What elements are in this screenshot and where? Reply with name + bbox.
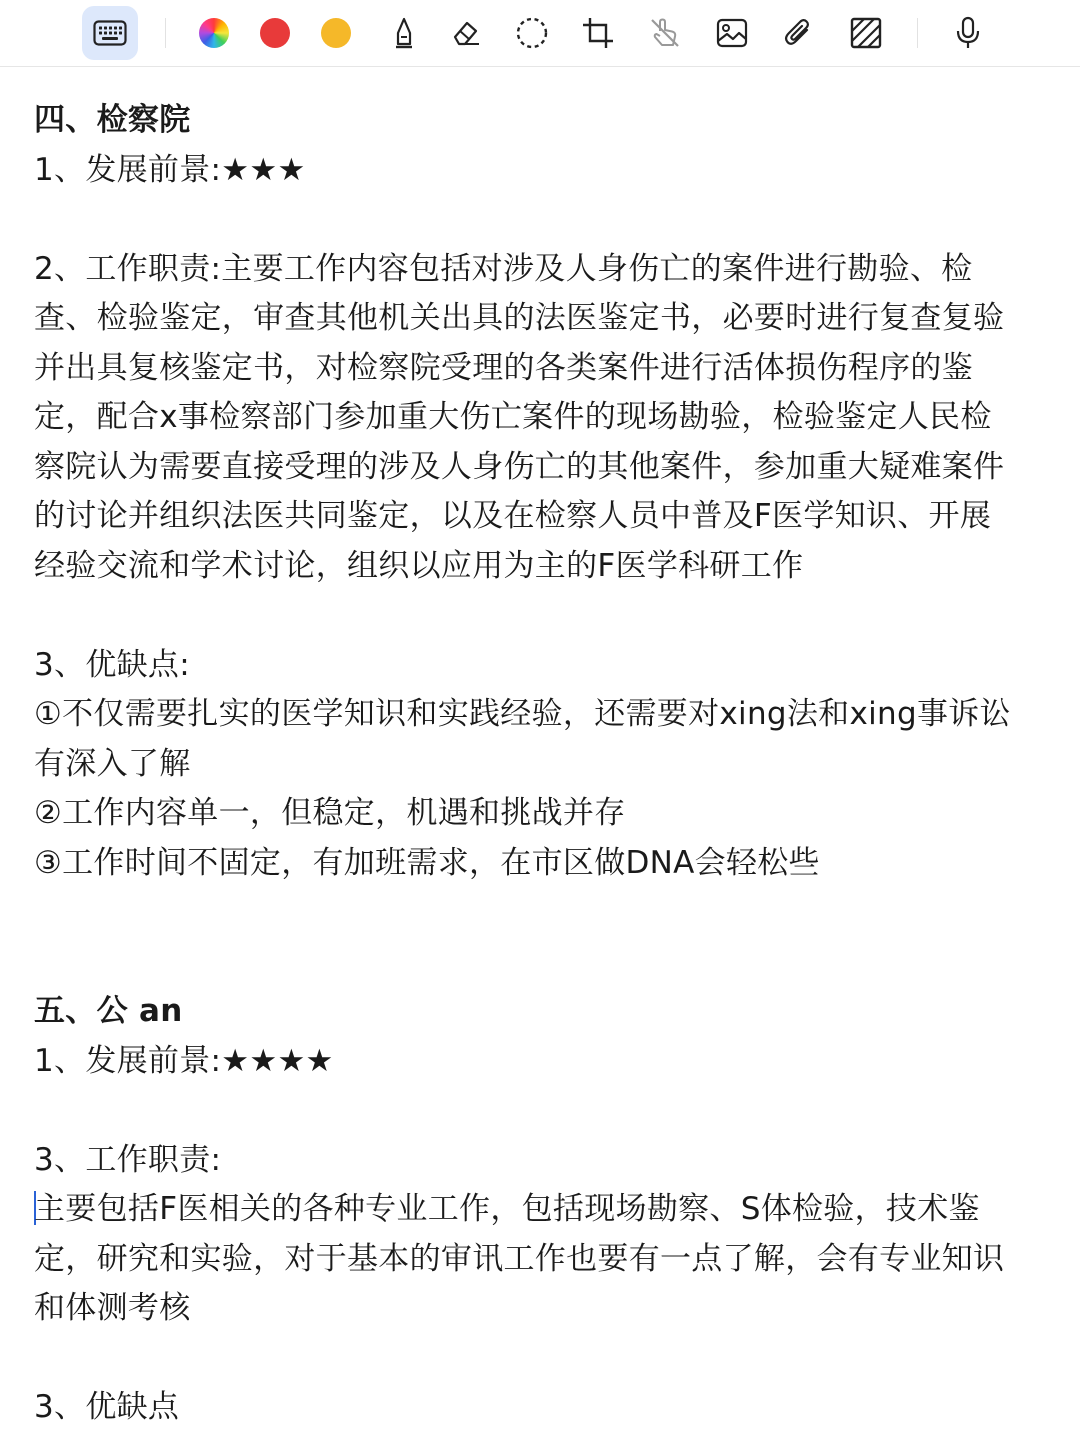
pros-cons-title: 3、优缺点: — [34, 646, 190, 683]
insert-image-button[interactable] — [704, 6, 760, 60]
eraser-icon — [449, 18, 481, 48]
prospect-line: 1、发展前景:★★★ — [34, 151, 306, 188]
yellow-color-icon — [321, 18, 351, 48]
pros-cons-line: 有深入了解 — [34, 745, 191, 782]
note-toolbar — [0, 0, 1080, 67]
duties-line: 察院认为需要直接受理的涉及人身伤亡的其他案件，参加重大疑难案件 — [34, 448, 1005, 485]
touch-draw-button[interactable] — [637, 6, 693, 60]
lasso-select-icon — [515, 16, 549, 50]
duties-line: 定，配合x事检察部门参加重大伤亡案件的现场勘验，检验鉴定人民检 — [34, 399, 992, 435]
note-editor[interactable] — [34, 96, 1046, 1433]
pen-button[interactable] — [376, 6, 432, 60]
toolbar-divider — [917, 18, 918, 48]
keyboard-button[interactable] — [82, 6, 138, 60]
voice-input-button[interactable] — [940, 6, 996, 60]
attachment-button[interactable] — [770, 6, 826, 60]
pros-cons-line: ③工作时间不固定，有加班需求，在市区做DNA会轻松些 — [34, 844, 820, 881]
pen-icon — [393, 17, 415, 49]
toolbar-divider — [165, 18, 166, 48]
yellow-color-button[interactable] — [308, 6, 364, 60]
background-pattern-button[interactable] — [838, 6, 894, 60]
color-picker-button[interactable] — [186, 6, 242, 60]
duties-line: 查、检验鉴定，审查其他机关出具的法医鉴定书，必要时进行复查复验 — [34, 300, 1005, 336]
image-icon — [716, 18, 748, 48]
duties-line: 和体测考核 — [34, 1290, 191, 1326]
pros-cons-line: ①不仅需要扎实的医学知识和实践经验，还需要对xing法和xing事诉讼 — [34, 696, 1011, 732]
prospect-line: 1、发展前景:★★★★ — [34, 1042, 334, 1079]
eraser-button[interactable] — [437, 6, 493, 60]
red-color-button[interactable] — [247, 6, 303, 60]
attachment-icon — [783, 17, 813, 49]
pros-cons-line: ②工作内容单一，但稳定，机遇和挑战并存 — [34, 795, 626, 831]
touch-draw-disabled-icon — [649, 17, 681, 49]
duties-line: 2、工作职责:主要工作内容包括对涉及人身伤亡的案件进行勘验、检 — [34, 250, 973, 287]
section-heading: 四、检察院 — [34, 102, 191, 138]
duties-title: 3、工作职责: — [34, 1141, 222, 1178]
red-color-icon — [260, 18, 290, 48]
keyboard-icon — [93, 20, 127, 46]
crop-button[interactable] — [570, 6, 626, 60]
microphone-icon — [955, 16, 981, 50]
lasso-select-button[interactable] — [504, 6, 560, 60]
hatch-pattern-icon — [850, 17, 882, 49]
duties-line: 主要包括F医相关的各种专业工作，包括现场勘察、S体检验，技术鉴 — [34, 1191, 980, 1227]
duties-line: 并出具复核鉴定书，对检察院受理的各类案件进行活体损伤程序的鉴 — [34, 349, 973, 386]
color-wheel-icon — [199, 18, 229, 48]
pros-cons-title: 3、优缺点 — [34, 1389, 180, 1425]
crop-icon — [582, 17, 614, 49]
duties-line: 定，研究和实验，对于基本的审讯工作也要有一点了解，会有专业知识 — [34, 1240, 1005, 1277]
duties-line: 的讨论并组织法医共同鉴定，以及在检察人员中普及F医学知识、开展 — [34, 498, 992, 534]
section-heading: 五、公 an — [34, 993, 183, 1029]
duties-line: 经验交流和学术讨论，组织以应用为主的F医学科研工作 — [34, 547, 804, 584]
